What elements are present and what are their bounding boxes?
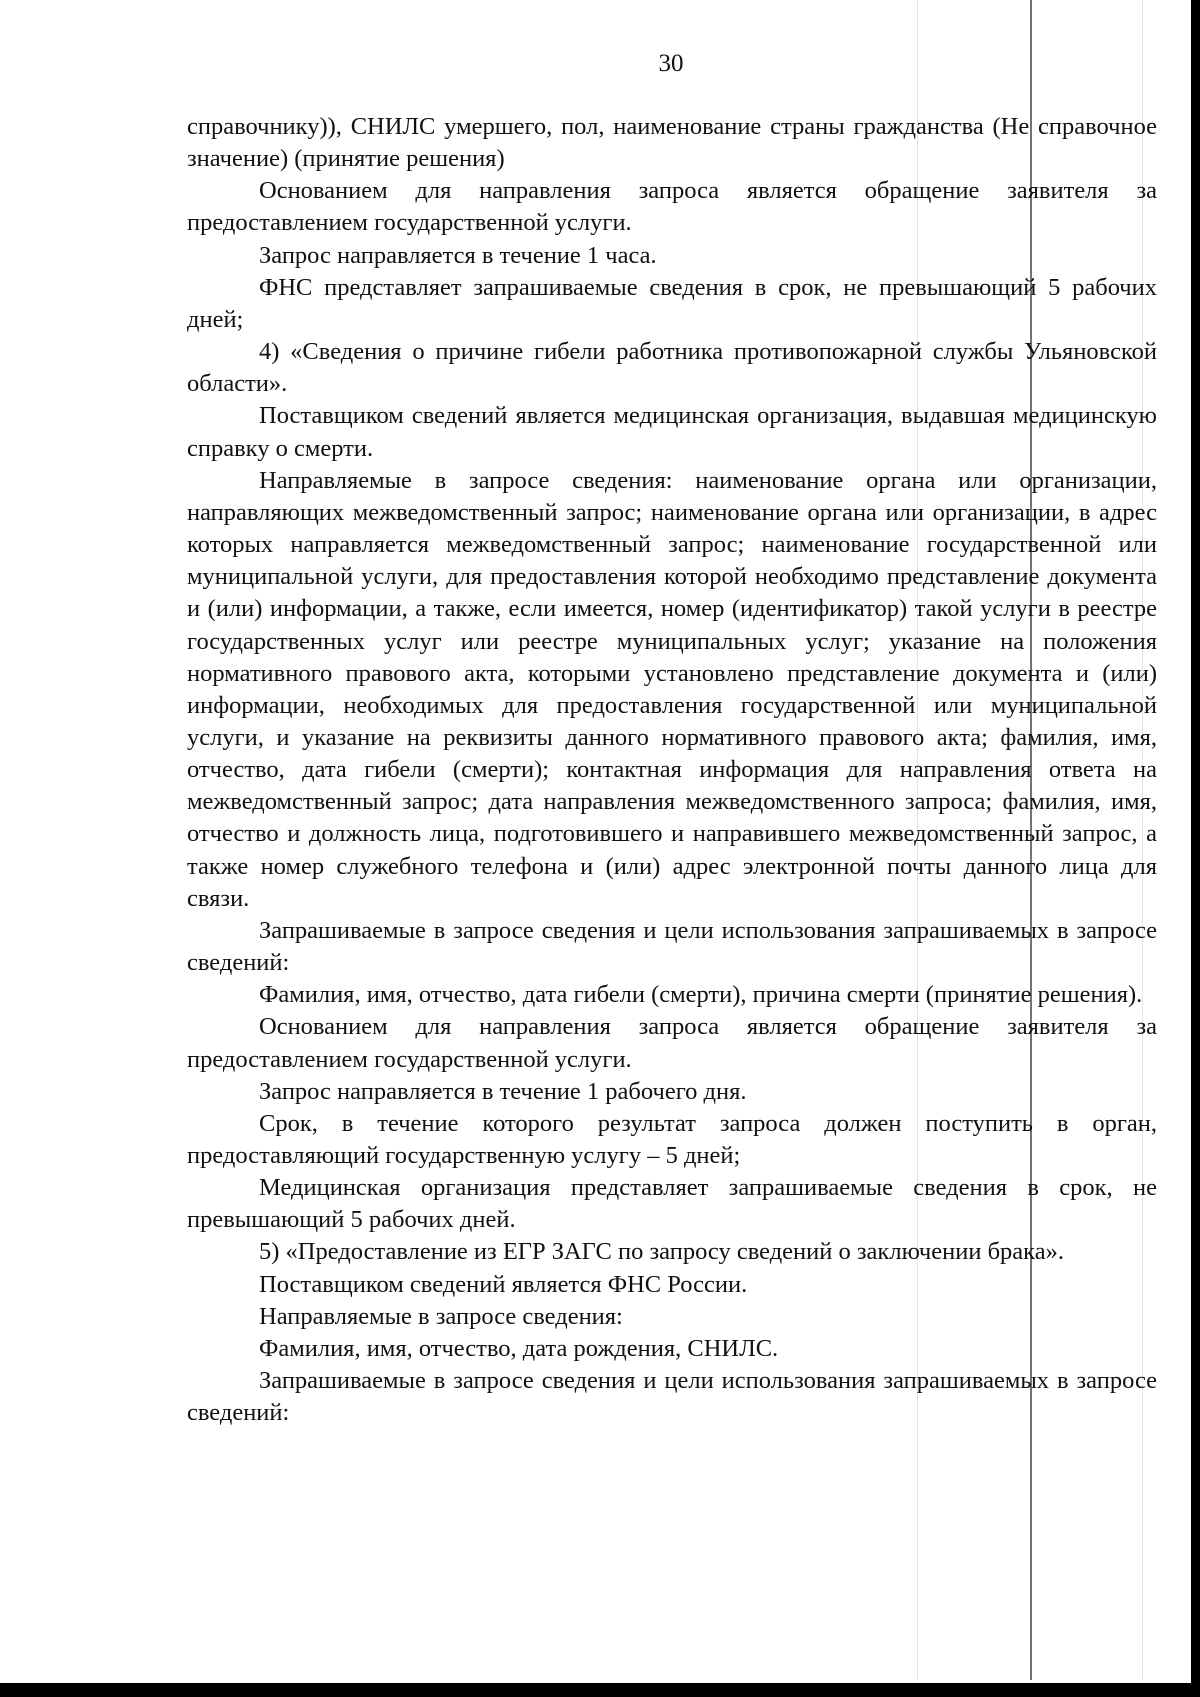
paragraph: Поставщиком сведений является медицинская организация, выдавшая медицинскую справку о смерти. [187, 402, 1157, 462]
paragraph: Медицинская организация представляет запрашиваемые сведения в срок, не превышающий 5 рабочих дней. [187, 1174, 1157, 1234]
scan-border-bottom [0, 1683, 1200, 1697]
page-number: 30 [658, 50, 684, 77]
paragraph: Запрос направляется в течение 1 часа. [259, 241, 657, 269]
paragraph: ФНС представляет запрашиваемые сведения в срок, не превышающий 5 рабочих дней; [187, 273, 1157, 333]
paragraph: Фамилия, имя, отчество, дата рождения, СНИЛС. [259, 1334, 779, 1362]
paragraph: справочнику)), СНИЛС умершего, пол, наименование страны гражданства (Не справочное значение) (принятие решения) [187, 113, 1157, 173]
paragraph: Направляемые в запросе сведения: [259, 1302, 623, 1330]
paragraph: Основанием для направления запроса является обращение заявителя за предоставлением государственной услуги. [187, 177, 1157, 237]
paragraph: 4) «Сведения о причине гибели работника противопожарной службы Ульяновской области». [187, 338, 1157, 398]
document-body [187, 111, 1157, 1429]
scan-border-right [1191, 0, 1200, 1697]
paragraph: Запрашиваемые в запросе сведения и цели использования запрашиваемых в запросе сведений: [187, 1367, 1157, 1427]
paragraph: Запрашиваемые в запросе сведения и цели использования запрашиваемых в запросе сведений: [187, 916, 1157, 977]
paragraph: 5) «Предоставление из ЕГР ЗАГС по запросу сведений о заключении брака». [259, 1238, 1064, 1266]
paragraph: Запрос направляется в течение 1 рабочего дня. [259, 1077, 747, 1105]
paragraph: Срок, в течение которого результат запроса должен поступить в орган, предоставляющий государственную услугу – 5 дней; [187, 1109, 1157, 1169]
paragraph: Основанием для направления запроса является обращение заявителя за предоставлением государственной услуги. [187, 1013, 1157, 1073]
paragraph: Направляемые в запросе сведения: наименование органа или организации, направляющих межведомственный запрос; наименование органа или организации, в адрес которых направляется межведомственный запрос; наименование государственной или муниципальной услуги, для предоставления которой необходимо представление документа и (или) информации, а также, если имеется, номер (идентификатор) такой услуги в реестре государственных услуг или реестре муниципальных услуг; указание на положения нормативного правового акта, которыми установлено представление документа и (или) информации, необходимых для предоставления государственной или муниципальной услуги, и указание на реквизиты данного нормативного правового акта; фамилия, имя, отчество, дата гибели (смерти); контактная информация для направления ответа на межведомственный запрос; дата направления межведомственного запроса; фамилия, имя, отчество и должность лица, подготовившего и направившего межведомственный запрос, а также номер служебного телефона и (или) адрес электронной почты данного лица для связи. [187, 466, 1157, 912]
paragraph: Поставщиком сведений является ФНС России. [259, 1270, 748, 1298]
paragraph: Фамилия, имя, отчество, дата гибели (смерти), причина смерти (принятие решения). [259, 981, 1143, 1009]
